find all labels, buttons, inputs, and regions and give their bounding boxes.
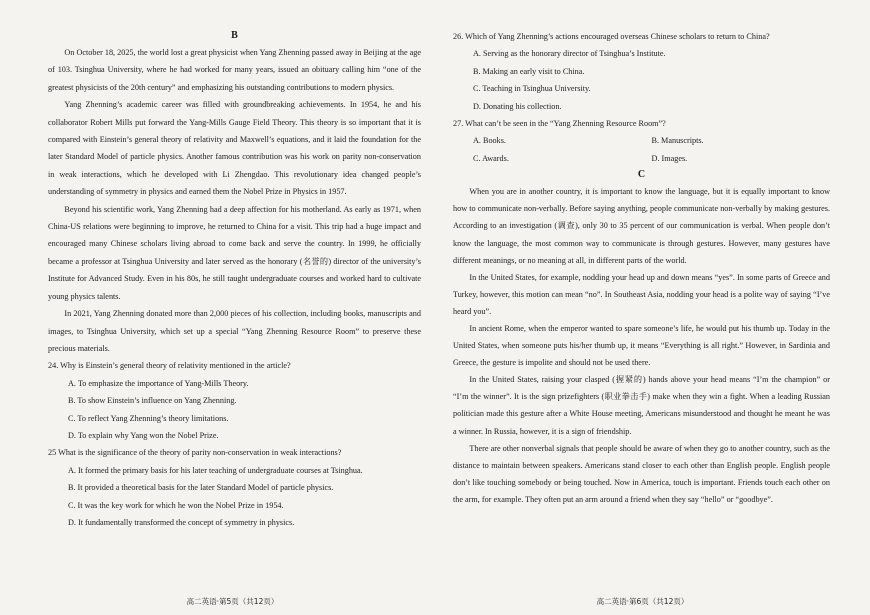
- question-25: [48, 444, 421, 531]
- answer-option: D. Images.: [651, 153, 688, 163]
- passage-paragraph: In 2021, Yang Zhenning donated more than 2,000 pieces of his collection, including books, manuscripts and images, to Tsinghua University, which set up a special “Yang Zhenning Resource Room” to preserve these precious materials.: [48, 309, 421, 353]
- passage-paragraph: In the United States, raising your clasped (握紧的) hands above your head means “I’m the champion” or “I’m the winner”. It is the sign prizefighters (职业拳击手) make when they win a fight. When a leading Russian politician made this gesture after a White House meeting, Americans misunderstood and thought he meant he was a winner. In Russia, however, it is a sign of friendship.: [453, 375, 830, 436]
- answer-option: A. Books.: [473, 136, 506, 146]
- question-27: [453, 115, 830, 167]
- answer-option: B. Manuscripts.: [651, 136, 704, 146]
- answer-option: C. To reflect Yang Zhenning’s theory limitations.: [68, 413, 229, 423]
- passage-paragraph: In the United States, for example, nodding your head up and down means “yes”. In some parts of Greece and Turkey, however, this motion can mean “no”. In Southeast Asia, nodding your head is a polite way of saying “I’ve heard you”.: [453, 272, 830, 316]
- answer-option: B. Making an early visit to China.: [473, 66, 585, 76]
- answer-option: A. Serving as the honorary director of Tsinghua’s Institute.: [473, 49, 666, 59]
- answer-option: A. To emphasize the importance of Yang-Mills Theory.: [68, 378, 249, 388]
- question-stem: 24. Why is Einstein’s general theory of relativity mentioned in the article?: [48, 361, 291, 371]
- passage-paragraph: On October 18, 2025, the world lost a great physicist when Yang Zhenning passed away in Beijing at the age of 103. Tsinghua University, where he had worked for many years, issued an obituary calling him “one of the greatest physicists of the 20th century” and emphasizing his outstanding contributions to modern physics.: [48, 48, 421, 92]
- answer-option: C. It was the key work for which he won the Nobel Prize in 1954.: [68, 500, 284, 510]
- options-row: [453, 150, 830, 167]
- answer-option: A. It formed the primary basis for his later teaching of undergraduate courses at Tsinghua.: [68, 465, 363, 475]
- passage-paragraph: Beyond his scientific work, Yang Zhenning had a deep affection for his motherland. As early as 1971, when China-US relations were beginning to improve, he returned to China for a visit. This trip had a huge impact and encouraged many Chinese scholars living abroad to come back and serve the country. In 1999, he officially became a professor at Tsinghua University and later served as the honorary (名誉的) director of the university’s Institute for Advanced Study. Even in his 80s, he still taught undergraduate courses and worked hard to cultivate young physics talents.: [48, 204, 421, 301]
- answer-option: C. Awards.: [473, 153, 509, 163]
- page-footer: 高二英语·第6页（共12页）: [596, 597, 689, 606]
- answer-option: B. It provided a theoretical basis for the later Standard Model of particle physics.: [68, 483, 334, 493]
- answer-option: D. It fundamentally transformed the concept of symmetry in physics.: [68, 517, 295, 527]
- passage-paragraph: There are other nonverbal signals that people should be aware of when they go to another country, such as the distance to maintain between speakers. Americans stand closer to each other than English people. English people don’t like touching somebody or being touched. Now in America, touch is important. Friends touch each other on the arm, for example. They often put an arm around a friend when they say “hello” or “goodbye”.: [453, 443, 830, 504]
- question-stem: 27. What can’t be seen in the “Yang Zhenning Resource Room”?: [453, 119, 666, 129]
- answer-option: B. To show Einstein’s influence on Yang Zhenning.: [68, 396, 237, 406]
- options-row: [453, 132, 830, 149]
- answer-option: D. Donating his collection.: [473, 101, 562, 111]
- exam-page-6: [435, 0, 870, 615]
- question-stem: 25 What is the significance of the theory of parity non-conservation in weak interactions?: [48, 448, 342, 458]
- question-24: [48, 357, 421, 444]
- page-footer: 高二英语·第5页（共12页）: [186, 597, 279, 606]
- section-heading-b: B: [231, 30, 238, 41]
- section-heading-c: C: [637, 169, 646, 181]
- question-stem: 26. Which of Yang Zhenning’s actions encouraged overseas Chinese scholars to return to China?: [453, 32, 770, 41]
- answer-option: D. To explain why Yang won the Nobel Prize.: [68, 430, 219, 440]
- passage-paragraph: When you are in another country, it is important to know the language, but it is equally important to know how to communicate non-verbally. Before saying anything, people communicate non-verbally by making gestures. According to an investigation (调查), only 30 to 35 percent of our communication is verbal. When people don’t know the language, the most common way to communicate is through gestures. However, many gestures have different meanings, or no meaning at all, in different parts of the world.: [453, 187, 830, 265]
- answer-option: C. Teaching in Tsinghua University.: [473, 84, 591, 94]
- question-26: [453, 28, 830, 115]
- passage-paragraph: In ancient Rome, when the emperor wanted to spare someone’s life, he would put his thumb up. Today in the United States, when someone puts his/her thumb up, it means “Everything is all right.” However, in Sardinia and Greece, the gesture is impolite and should not be used there.: [453, 324, 830, 368]
- passage-paragraph: Yang Zhenning’s academic career was filled with groundbreaking achievements. In 1954, he and his collaborator Robert Mills put forward the Yang-Mills Gauge Field Theory. This theory is so important that it is compared with Einstein’s general theory of relativity and Maxwell’s equations, and it laid the foundation for the later Standard Model of particle physics. Another famous contribution was his work on parity non-conservation in weak interactions, which he developed with Li Zhengdao. This revolutionary idea changed people’s understanding of symmetry in physics and earned them the Nobel Prize in Physics in 1957.: [48, 100, 421, 197]
